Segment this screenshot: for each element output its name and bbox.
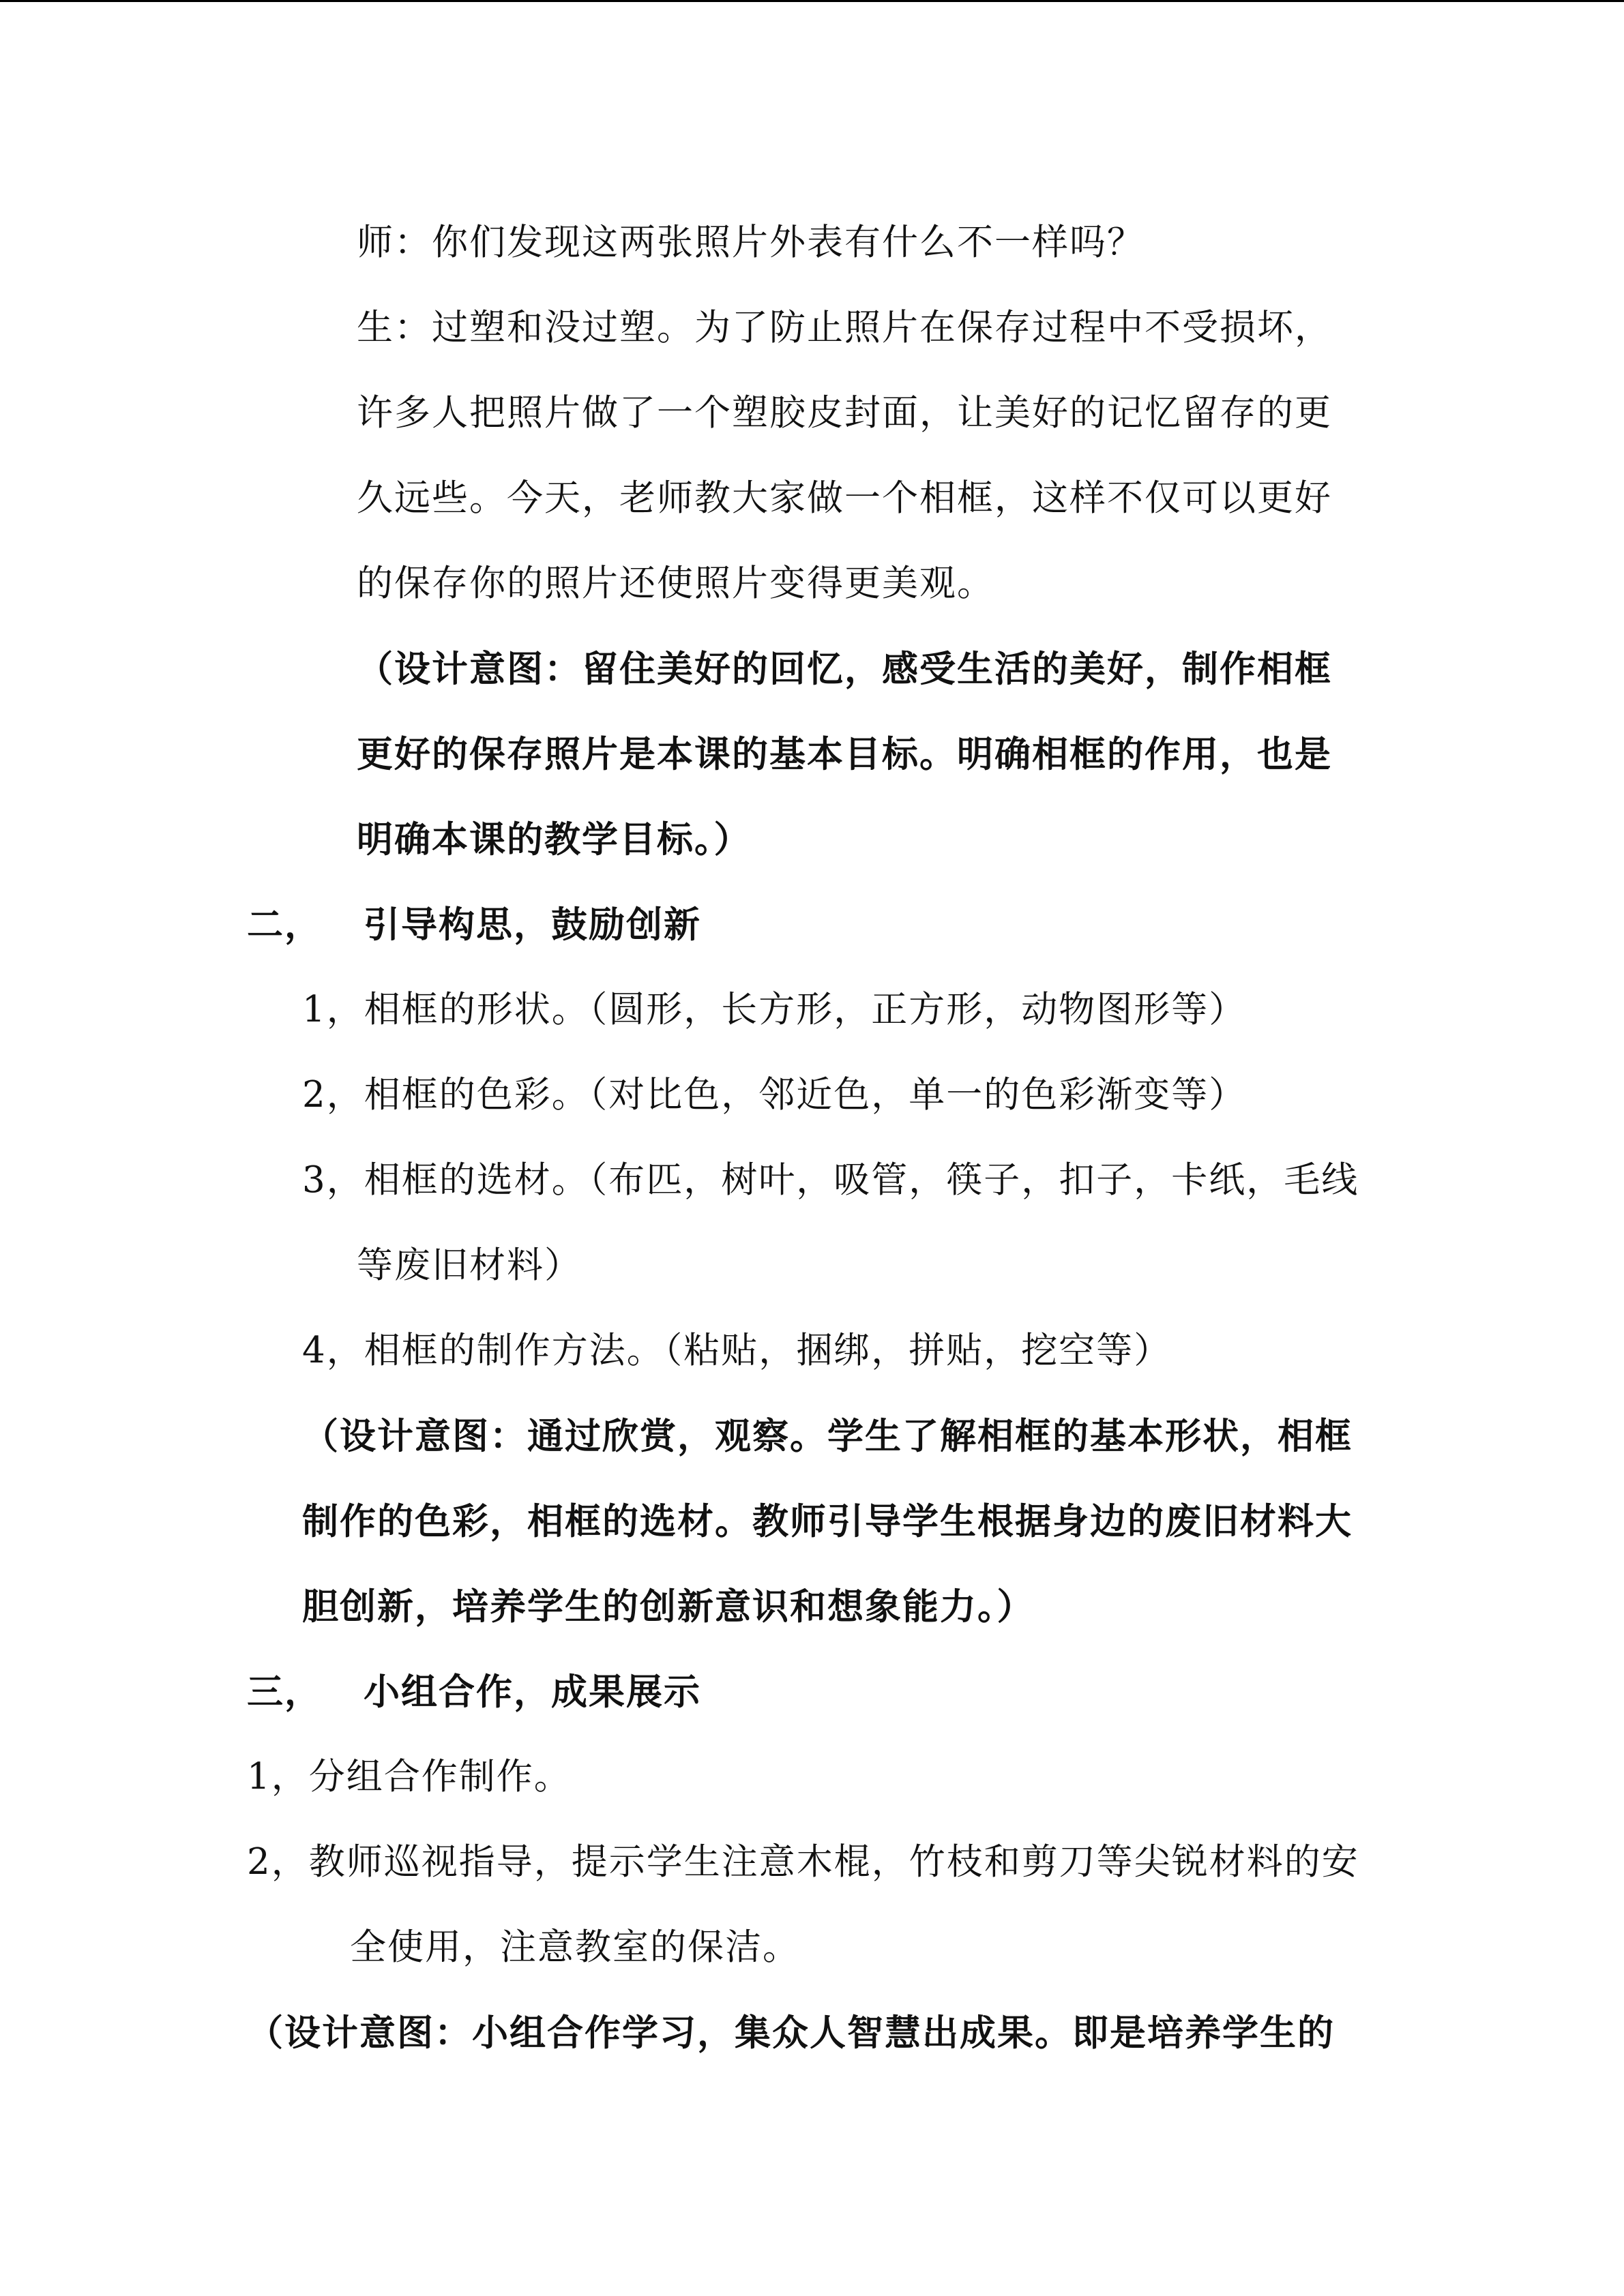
design-intent-note: 制作的色彩，相框的选材。教师引导学生根据身边的废旧材料大 <box>302 1500 1353 1542</box>
page-top-border <box>0 0 1624 2</box>
list-item: 1，分组合作制作。 <box>247 1756 572 1798</box>
dialogue-student: 生：过塑和没过塑。为了防止照片在保存过程中不受损坏， <box>357 307 1332 348</box>
paragraph-line: 的保存你的照片还使照片变得更美观。 <box>357 563 994 604</box>
dialogue-teacher: 师：你们发现这两张照片外表有什么不一样吗？ <box>357 222 1145 263</box>
design-intent-note: （设计意图：小组合作学习，集众人智慧出成果。即是培养学生的 <box>247 2012 1335 2054</box>
design-intent-note: 明确本课的教学目标。） <box>357 818 752 861</box>
list-item: 2，相框的色彩。（对比色，邻近色，单一的色彩渐变等） <box>302 1074 1247 1116</box>
section-heading: 引导构思，鼓励创新 <box>364 904 701 946</box>
section-number: 二， <box>247 904 322 946</box>
list-item: 3，相框的选材。（布匹，树叶，吸管，筷子，扣子，卡纸，毛线 <box>302 1159 1359 1201</box>
section-number: 三， <box>247 1671 322 1713</box>
paragraph-line: 久远些。今天，老师教大家做一个相框，这样不仅可以更好 <box>357 477 1332 519</box>
list-item: 1，相框的形状。（圆形，长方形，正方形，动物图形等） <box>302 989 1247 1030</box>
list-item-continuation: 等废旧材料） <box>357 1244 582 1286</box>
list-item: 2，教师巡视指导，提示学生注意木棍，竹枝和剪刀等尖锐材料的安 <box>247 1841 1359 1883</box>
list-item: 4，相框的制作方法。（粘贴，捆绑，拼贴，挖空等） <box>302 1330 1172 1371</box>
design-intent-note: 更好的保存照片是本课的基本目标。明确相框的作用，也是 <box>357 733 1332 775</box>
list-item-continuation: 全使用，注意教室的保洁。 <box>350 1926 800 1968</box>
design-intent-note: 胆创新，培养学生的创新意识和想象能力。） <box>302 1585 1035 1628</box>
design-intent-note: （设计意图：留住美好的回忆，感受生活的美好，制作相框 <box>357 648 1332 690</box>
section-heading: 小组合作，成果展示 <box>364 1671 701 1713</box>
paragraph-line: 许多人把照片做了一个塑胶皮封面，让美好的记忆留存的更 <box>357 392 1332 434</box>
design-intent-note: （设计意图：通过欣赏，观察。学生了解相框的基本形状，相框 <box>302 1415 1353 1457</box>
